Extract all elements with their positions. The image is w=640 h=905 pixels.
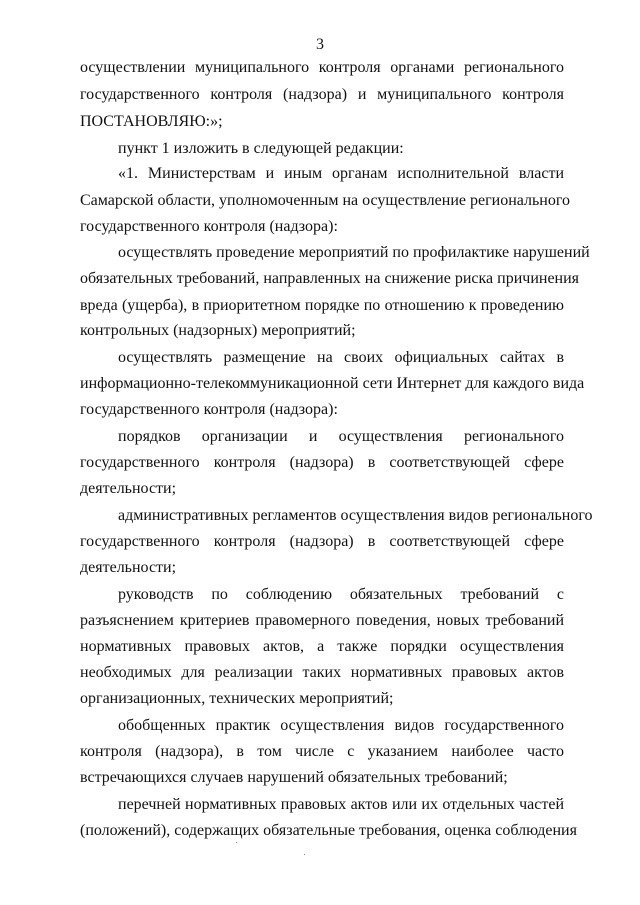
text-line: организационных, технических мероприятий; <box>80 690 394 707</box>
text-line: государственного контроля (надзора) в соответствующей сфере <box>80 454 564 471</box>
text-line: деятельности; <box>80 559 177 576</box>
text-line: необходимых для реализации таких нормативных правовых актов <box>80 664 564 681</box>
text-line: пункт 1 изложить в следующей редакции: <box>118 140 404 157</box>
text-line: руководств по соблюдению обязательных требований с <box>118 586 564 603</box>
text-line: разъяснением критериев правомерного поведения, новых требований <box>80 612 564 629</box>
text-line: деятельности; <box>80 480 177 497</box>
text-line: обобщенных практик осуществления видов государственного <box>118 717 564 734</box>
text-line: нормативных правовых актов, а также порядки осуществления <box>80 638 564 655</box>
text-line: государственного контроля (надзора) и муниципального контроля <box>80 86 564 103</box>
text-line: контроля (надзора), в том числе с указанием наиболее часто <box>80 743 564 760</box>
text-line: перечней нормативных правовых актов или их отдельных частей <box>118 796 564 813</box>
scan-speck <box>236 842 237 843</box>
page-number: 3 <box>316 36 324 53</box>
scan-speck <box>304 854 305 855</box>
text-line: контрольных (надзорных) мероприятий; <box>80 322 356 339</box>
text-line: порядков организации и осуществления регионального <box>118 428 564 445</box>
text-line: вреда (ущерба), в приоритетном порядке по отношению к проведению <box>80 297 564 314</box>
text-line: «1. Министерствам и иным органам исполнительной власти <box>118 165 564 182</box>
text-line: осуществлять размещение на своих официальных сайтах в <box>118 349 564 366</box>
text-line: Самарской области, уполномоченным на осуществление регионального <box>80 192 571 209</box>
text-line: ПОСТАНОВЛЯЮ:»; <box>80 113 223 130</box>
text-line: осуществлении муниципального контроля органами регионального <box>80 59 564 76</box>
text-line: встречающихся случаев нарушений обязательных требований; <box>80 769 508 786</box>
text-line: государственного контроля (надзора): <box>80 401 338 418</box>
text-line: осуществлять проведение мероприятий по профилактике нарушений <box>118 244 590 261</box>
text-line: информационно-телекоммуникационной сети Интернет для каждого вида <box>80 375 585 392</box>
text-line: государственного контроля (надзора) в соответствующей сфере <box>80 533 564 550</box>
text-line: административных регламентов осуществления видов регионального <box>118 507 593 524</box>
text-line: обязательных требований, направленных на снижение риска причинения <box>80 270 580 287</box>
text-line: (положений), содержащих обязательные требования, оценка соблюдения <box>80 822 577 839</box>
text-line: государственного контроля (надзора): <box>80 218 338 235</box>
